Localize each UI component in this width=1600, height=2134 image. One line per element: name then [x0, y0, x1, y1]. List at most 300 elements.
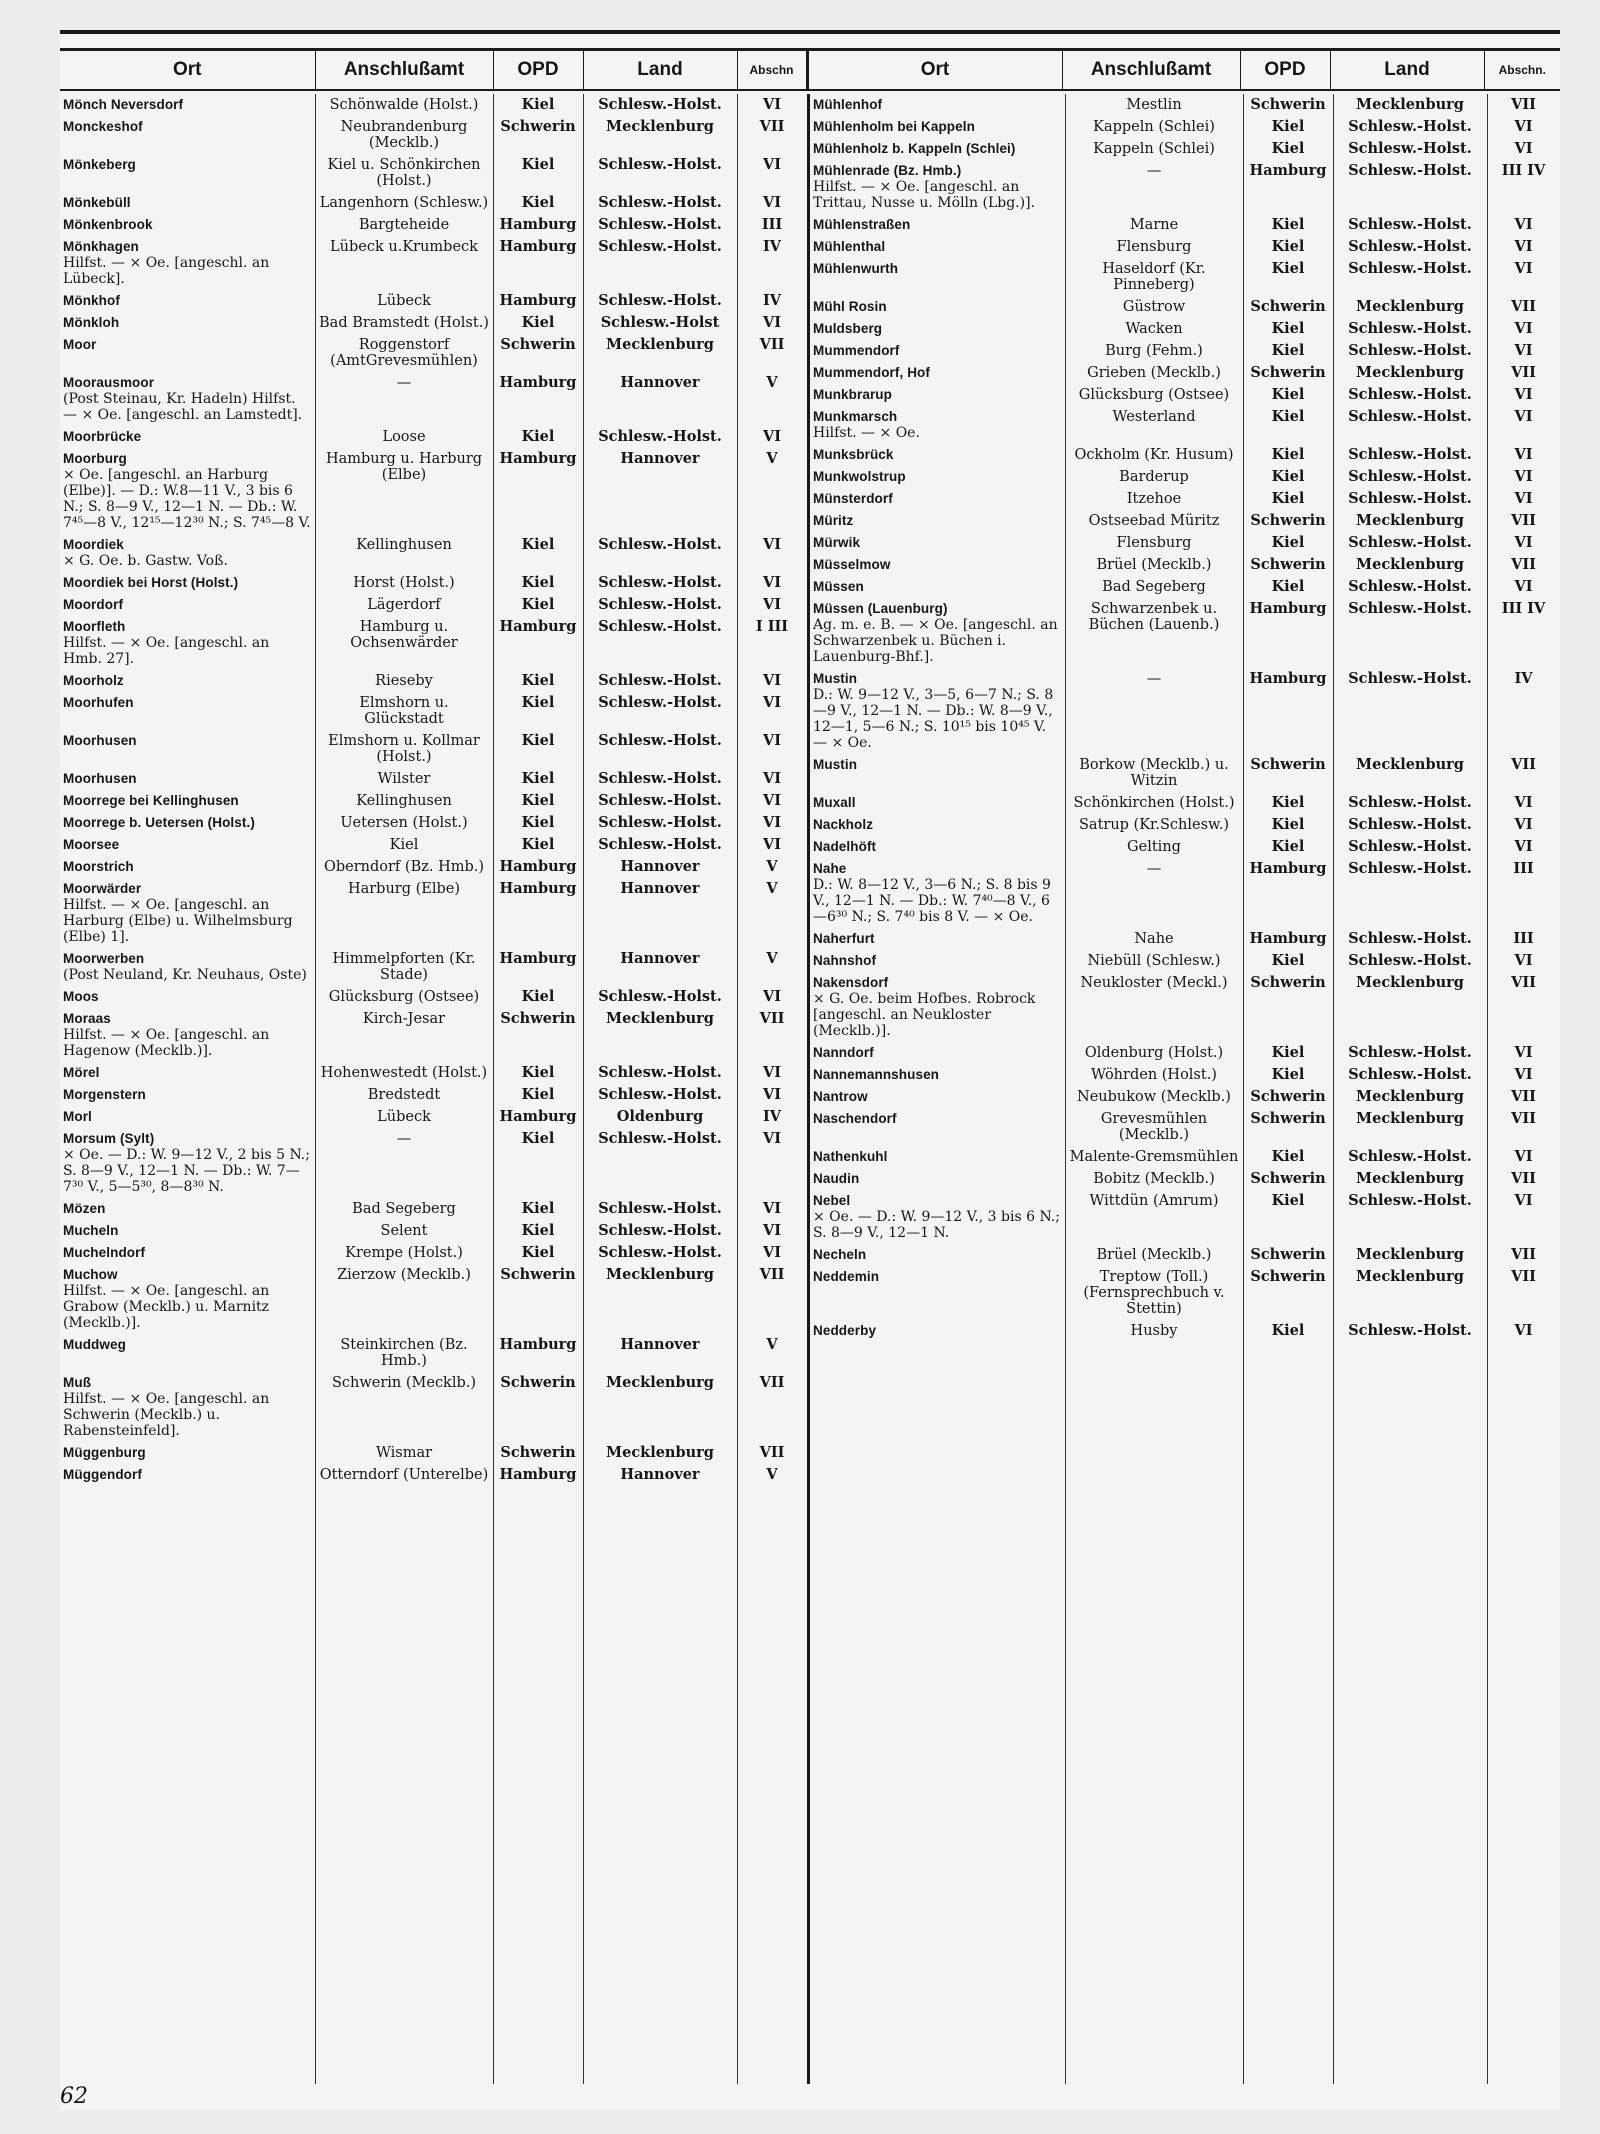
exchange-cell: Westerland — [1112, 409, 1196, 425]
section-cell: VII — [1511, 1088, 1536, 1105]
opd-cell: Schwerin — [1250, 96, 1326, 113]
section-cell: VII — [1511, 298, 1536, 315]
land-cell: Mecklenburg — [1356, 1110, 1464, 1127]
land-cell: Schlesw.-Holst. — [1348, 490, 1472, 507]
opd-cell: Hamburg — [499, 858, 577, 875]
exchange-cell: Schönwalde (Holst.) — [329, 97, 479, 113]
land-cell: Schlesw.-Holst. — [1348, 118, 1472, 135]
section-cell: VI — [762, 732, 782, 749]
place-name: Munkwolstrup — [813, 469, 906, 484]
land-cell: Hannover — [620, 950, 700, 967]
land-cell: Schlesw.-Holst. — [1348, 952, 1472, 969]
place-name: Moorwerben — [63, 951, 145, 966]
exchange-cell: Lägerdorf — [367, 597, 441, 613]
place-name: Munkmarsch — [813, 409, 898, 424]
land-cell: Mecklenburg — [606, 1010, 714, 1027]
place-name: Moorausmoor — [63, 375, 155, 390]
land-cell: Mecklenburg — [606, 336, 714, 353]
table-row — [60, 812, 807, 834]
opd-cell: Hamburg — [1249, 670, 1327, 687]
opd-cell: Hamburg — [499, 1336, 577, 1353]
table-row — [810, 1190, 1560, 1244]
opd-cell: Kiel — [1271, 408, 1305, 425]
table-row — [810, 138, 1560, 160]
exchange-cell: Ostseebad Müritz — [1088, 513, 1220, 529]
opd-cell: Kiel — [521, 596, 555, 613]
place-name: Müsselmow — [813, 557, 891, 572]
opd-cell: Kiel — [521, 694, 555, 711]
section-cell: VI — [762, 814, 782, 831]
exchange-cell: Schwerin (Mecklb.) — [331, 1375, 477, 1391]
place-cell — [60, 790, 315, 812]
exchange-cell: Wöhrden (Holst.) — [1091, 1067, 1217, 1083]
land-cell: Schlesw.-Holst. — [598, 732, 722, 749]
place-cell — [60, 692, 315, 730]
place-cell — [60, 1334, 315, 1372]
opd-cell: Hamburg — [499, 374, 577, 391]
table-row — [810, 858, 1560, 928]
opd-cell: Hamburg — [499, 1466, 577, 1483]
place-cell — [60, 616, 315, 670]
place-name: Mustin — [813, 671, 858, 686]
place-cell — [810, 1146, 1065, 1168]
section-cell: VI — [1514, 216, 1533, 233]
land-cell: Schlesw.-Holst. — [598, 536, 722, 553]
table-row — [810, 362, 1560, 384]
place-name: Mönkeberg — [63, 157, 136, 172]
land-cell: Schlesw.-Holst. — [598, 672, 722, 689]
opd-cell: Schwerin — [500, 118, 576, 135]
table-row — [810, 576, 1560, 598]
land-cell: Schlesw.-Holst. — [598, 156, 722, 173]
place-cell — [810, 488, 1065, 510]
opd-cell: Kiel — [1271, 468, 1305, 485]
table-row — [60, 154, 807, 192]
place-name: Mönkhagen — [63, 239, 139, 254]
land-cell: Schlesw.-Holst. — [1348, 216, 1472, 233]
section-cell: III — [1513, 860, 1534, 877]
section-cell: VI — [762, 1130, 782, 1147]
section-cell: VI — [1514, 260, 1533, 277]
table-row — [60, 986, 807, 1008]
opd-cell: Hamburg — [499, 216, 577, 233]
place-name: Moor — [63, 337, 97, 352]
opd-cell: Hamburg — [499, 880, 577, 897]
opd-cell: Schwerin — [1250, 1268, 1326, 1285]
table-row — [60, 1008, 807, 1062]
header-anschlussamt-left: Anschlußamt — [315, 50, 493, 91]
exchange-cell: Wismar — [375, 1445, 433, 1461]
land-cell: Hannover — [620, 880, 700, 897]
right-entries-table — [810, 94, 1560, 1342]
land-cell: Hannover — [620, 858, 700, 875]
table-row — [60, 1062, 807, 1084]
place-cell — [810, 466, 1065, 488]
land-cell: Schlesw.-Holst. — [1348, 930, 1472, 947]
land-cell: Mecklenburg — [606, 118, 714, 135]
section-cell: VI — [762, 672, 782, 689]
opd-cell: Kiel — [521, 792, 555, 809]
place-cell — [60, 1084, 315, 1106]
table-row — [810, 258, 1560, 296]
table-row — [810, 1064, 1560, 1086]
page-number: 62 — [60, 2084, 88, 2109]
opd-cell: Kiel — [1271, 816, 1305, 833]
opd-cell: Kiel — [521, 536, 555, 553]
section-cell: VI — [1514, 386, 1533, 403]
place-cell — [810, 138, 1065, 160]
table-row — [810, 1108, 1560, 1146]
table-row — [810, 532, 1560, 554]
place-cell — [810, 554, 1065, 576]
table-row — [810, 598, 1560, 668]
place-cell — [810, 1108, 1065, 1146]
place-name: Mühlenhof — [813, 97, 883, 112]
exchange-cell: Malente-Gremsmühlen — [1069, 1149, 1239, 1165]
place-cell — [810, 362, 1065, 384]
land-cell: Schlesw.-Holst. — [1348, 600, 1472, 617]
header-opd-left: OPD — [493, 50, 583, 91]
opd-cell: Schwerin — [1250, 756, 1326, 773]
land-cell: Schlesw.-Holst. — [1348, 1192, 1472, 1209]
opd-cell: Kiel — [521, 428, 555, 445]
exchange-cell: Grevesmühlen (Mecklb.) — [1100, 1111, 1208, 1143]
place-cell — [810, 296, 1065, 318]
table-row — [60, 834, 807, 856]
place-name: Mönkloh — [63, 315, 120, 330]
exchange-cell: Kellinghusen — [356, 537, 452, 553]
place-cell — [60, 1062, 315, 1084]
table-row — [60, 1220, 807, 1242]
land-cell: Mecklenburg — [1356, 556, 1464, 573]
section-cell: VI — [1514, 534, 1533, 551]
table-row — [810, 116, 1560, 138]
section-cell: VI — [762, 1086, 782, 1103]
section-cell: VII — [1511, 1246, 1536, 1263]
section-cell: VI — [762, 792, 782, 809]
place-cell — [60, 730, 315, 768]
directory-page — [60, 30, 1560, 2110]
opd-cell: Schwerin — [500, 336, 576, 353]
land-cell: Schlesw.-Holst. — [598, 1064, 722, 1081]
opd-cell: Schwerin — [1250, 1246, 1326, 1263]
exchange-cell: Haseldorf (Kr. Pinneberg) — [1102, 261, 1206, 293]
opd-cell: Kiel — [1271, 1322, 1305, 1339]
place-name: Munkbrarup — [813, 387, 893, 402]
land-cell: Schlesw.-Holst. — [598, 216, 722, 233]
section-cell: VII — [759, 1266, 785, 1283]
place-name: Münsterdorf — [813, 491, 893, 506]
place-name: Moordiek bei Horst (Holst.) — [63, 575, 239, 590]
exchange-cell: Wilster — [377, 771, 431, 787]
exchange-cell: Hohenwestedt (Holst.) — [320, 1065, 488, 1081]
exchange-cell: Kellinghusen — [356, 793, 452, 809]
land-cell: Schlesw.-Holst. — [1348, 838, 1472, 855]
table-row — [810, 1086, 1560, 1108]
table-row — [810, 1042, 1560, 1064]
opd-cell: Kiel — [1271, 838, 1305, 855]
section-cell: VI — [762, 194, 782, 211]
land-cell: Schlesw.-Holst. — [598, 770, 722, 787]
place-name: Nahnshof — [813, 953, 877, 968]
table-row — [60, 1334, 807, 1372]
left-entries-table — [60, 94, 807, 1486]
section-cell: VI — [762, 1200, 782, 1217]
land-cell: Mecklenburg — [1356, 364, 1464, 381]
exchange-cell: Elmshorn u. Kollmar (Holst.) — [328, 733, 480, 765]
opd-cell: Kiel — [1271, 118, 1305, 135]
opd-cell: Kiel — [1271, 490, 1305, 507]
table-row — [60, 1464, 807, 1486]
place-cell — [810, 858, 1065, 928]
place-cell — [810, 598, 1065, 668]
land-cell: Mecklenburg — [1356, 974, 1464, 991]
place-name: Muddweg — [63, 1337, 126, 1352]
place-cell — [60, 1464, 315, 1486]
section-cell: VI — [1514, 816, 1533, 833]
exchange-cell: Kiel — [389, 837, 419, 853]
place-cell — [810, 928, 1065, 950]
place-cell — [60, 1008, 315, 1062]
place-cell — [60, 594, 315, 616]
header-land-right: Land — [1330, 50, 1484, 91]
section-cell: VI — [1514, 408, 1533, 425]
place-name: Necheln — [813, 1247, 867, 1262]
land-cell: Schlesw.-Holst. — [598, 836, 722, 853]
opd-cell: Kiel — [1271, 238, 1305, 255]
place-cell — [60, 192, 315, 214]
place-name: Mürwik — [813, 535, 861, 550]
section-cell: VI — [1514, 838, 1533, 855]
table-row — [810, 972, 1560, 1042]
exchange-cell: Schönkirchen (Holst.) — [1073, 795, 1235, 811]
place-note: Hilfst. — × Oe. [angeschl. an Harburg (Elbe) u. Wilhelmsburg (Elbe) 1]. — [63, 897, 293, 945]
land-cell: Schlesw.-Holst. — [598, 194, 722, 211]
exchange-cell: Neubrandenburg (Mecklb.) — [340, 119, 468, 151]
table-row — [810, 466, 1560, 488]
table-row — [810, 836, 1560, 858]
place-cell — [60, 214, 315, 236]
place-name: Müssen — [813, 579, 864, 594]
opd-cell: Schwerin — [500, 1374, 576, 1391]
place-name: Moraas — [63, 1011, 111, 1026]
table-row — [60, 214, 807, 236]
exchange-cell: Bredstedt — [367, 1087, 441, 1103]
table-row — [60, 790, 807, 812]
place-name: Moorbrücke — [63, 429, 142, 444]
opd-cell: Kiel — [521, 1086, 555, 1103]
table-row — [810, 1266, 1560, 1320]
exchange-cell: Flensburg — [1116, 535, 1192, 551]
place-cell — [810, 94, 1065, 116]
exchange-cell: Rieseby — [375, 673, 433, 689]
section-cell: V — [766, 1466, 778, 1483]
land-cell: Hannover — [620, 450, 700, 467]
land-cell: Schlesw.-Holst. — [1348, 578, 1472, 595]
place-note: Hilfst. — × Oe. [angeschl. an Hmb. 27]. — [63, 635, 270, 667]
place-name: Mühlenholz b. Kappeln (Schlei) — [813, 141, 1016, 156]
land-cell: Schlesw.-Holst. — [598, 238, 722, 255]
land-cell: Schlesw.-Holst. — [598, 292, 722, 309]
table-row — [810, 554, 1560, 576]
exchange-cell: Otterndorf (Unterelbe) — [319, 1467, 489, 1483]
table-row — [60, 1372, 807, 1442]
place-cell — [810, 532, 1065, 554]
place-cell — [60, 1372, 315, 1442]
section-cell: V — [766, 374, 778, 391]
section-cell: V — [766, 858, 778, 875]
place-name: Naschendorf — [813, 1111, 897, 1126]
exchange-cell: Bad Bramstedt (Holst.) — [319, 315, 489, 331]
place-name: Nannemannshusen — [813, 1067, 940, 1082]
header-abschn-right: Abschn. — [1484, 50, 1560, 91]
exchange-cell: Barderup — [1119, 469, 1189, 485]
section-cell: VII — [759, 336, 785, 353]
left-column — [60, 94, 810, 2084]
section-cell: VI — [1514, 468, 1533, 485]
section-cell: V — [766, 1336, 778, 1353]
land-cell: Mecklenburg — [1356, 1246, 1464, 1263]
section-cell: VI — [1514, 578, 1533, 595]
land-cell: Schlesw.-Holst. — [1348, 860, 1472, 877]
section-cell: VI — [1514, 1148, 1533, 1165]
section-cell: VI — [1514, 794, 1533, 811]
place-name: Naudin — [813, 1171, 860, 1186]
opd-cell: Kiel — [521, 156, 555, 173]
land-cell: Mecklenburg — [1356, 756, 1464, 773]
exchange-cell: Steinkirchen (Bz. Hmb.) — [340, 1337, 468, 1369]
table-row — [810, 296, 1560, 318]
table-row — [60, 290, 807, 312]
land-cell: Schlesw.-Holst. — [598, 1222, 722, 1239]
section-cell: VI — [1514, 490, 1533, 507]
table-row — [810, 754, 1560, 792]
land-cell: Mecklenburg — [1356, 1170, 1464, 1187]
place-name: Morgenstern — [63, 1087, 146, 1102]
section-cell: VII — [759, 1010, 785, 1027]
place-cell — [60, 1198, 315, 1220]
table-row — [60, 1198, 807, 1220]
section-cell: I III — [755, 618, 789, 635]
land-cell: Schlesw.-Holst. — [598, 1130, 722, 1147]
opd-cell: Hamburg — [499, 292, 577, 309]
section-cell: V — [766, 950, 778, 967]
exchange-cell: — — [1146, 861, 1162, 877]
place-name: Mühlenrade (Bz. Hmb.) — [813, 163, 962, 178]
place-note: D.: W. 9—12 V., 3—5, 6—7 N.; S. 8—9 V., 12—1 N. — Db.: W. 8—9 V., 12—1, 5—6 N.; S. 10¹⁵ bis 10⁴⁵ V. — × Oe. — [813, 687, 1054, 751]
opd-cell: Hamburg — [1249, 860, 1327, 877]
table-row — [810, 214, 1560, 236]
opd-cell: Kiel — [521, 194, 555, 211]
opd-cell: Kiel — [1271, 578, 1305, 595]
section-cell: VII — [1511, 556, 1536, 573]
land-cell: Schlesw.-Holst. — [598, 428, 722, 445]
place-cell — [60, 534, 315, 572]
place-name: Müggendorf — [63, 1467, 142, 1482]
section-cell: VII — [1511, 96, 1536, 113]
place-cell — [60, 334, 315, 372]
opd-cell: Schwerin — [1250, 1110, 1326, 1127]
land-cell: Schlesw.-Holst. — [598, 792, 722, 809]
section-cell: VI — [1514, 342, 1533, 359]
land-cell: Schlesw.-Holst. — [1348, 1148, 1472, 1165]
opd-cell: Kiel — [521, 314, 555, 331]
section-cell: VI — [1514, 446, 1533, 463]
place-name: Mönkhof — [63, 293, 120, 308]
land-cell: Mecklenburg — [606, 1266, 714, 1283]
place-note: × Oe. — D.: W. 9—12 V., 3 bis 6 N.; S. 8—9 V., 12—1 N. — [813, 1209, 1060, 1241]
place-cell — [810, 1190, 1065, 1244]
section-cell: VII — [1511, 1110, 1536, 1127]
place-cell — [810, 836, 1065, 858]
opd-cell: Schwerin — [1250, 512, 1326, 529]
exchange-cell: Ockholm (Kr. Husum) — [1074, 447, 1234, 463]
exchange-cell: Glücksburg (Ostsee) — [328, 989, 480, 1005]
place-cell — [60, 768, 315, 790]
place-name: Müggenburg — [63, 1445, 146, 1460]
place-cell — [810, 1320, 1065, 1342]
place-name: Moorrege b. Uetersen (Holst.) — [63, 815, 255, 830]
place-cell — [810, 160, 1065, 214]
place-cell — [810, 950, 1065, 972]
place-note: Hilfst. — × Oe. [angeschl. an Lübeck]. — [63, 255, 270, 287]
place-cell — [60, 448, 315, 534]
opd-cell: Kiel — [521, 1064, 555, 1081]
land-cell: Mecklenburg — [1356, 96, 1464, 113]
place-note: (Post Neuland, Kr. Neuhaus, Oste) — [63, 967, 307, 983]
place-cell — [60, 986, 315, 1008]
exchange-cell: Zierzow (Mecklb.) — [337, 1267, 471, 1283]
section-cell: VII — [759, 118, 785, 135]
exchange-cell: — — [396, 1131, 412, 1147]
land-cell: Schlesw.-Holst. — [1348, 408, 1472, 425]
place-cell — [60, 1106, 315, 1128]
place-name: Mummendorf, Hof — [813, 365, 930, 380]
section-cell: VI — [762, 988, 782, 1005]
land-cell: Oldenburg — [616, 1108, 704, 1125]
section-cell: VI — [1514, 320, 1533, 337]
opd-cell: Hamburg — [499, 1108, 577, 1125]
exchange-cell: Oberndorf (Bz. Hmb.) — [323, 859, 485, 875]
header-ort-right: Ort — [807, 50, 1062, 91]
opd-cell: Kiel — [1271, 534, 1305, 551]
section-cell: VI — [1514, 952, 1533, 969]
opd-cell: Kiel — [521, 732, 555, 749]
place-cell — [60, 856, 315, 878]
table-row — [810, 160, 1560, 214]
place-name: Mörel — [63, 1065, 100, 1080]
place-name: Nackholz — [813, 817, 874, 832]
table-row — [60, 616, 807, 670]
section-cell: VII — [1511, 756, 1536, 773]
land-cell: Mecklenburg — [1356, 1268, 1464, 1285]
place-name: Nedderby — [813, 1323, 877, 1338]
exchange-cell: Wacken — [1125, 321, 1183, 337]
table-row — [810, 236, 1560, 258]
place-name: Moorhufen — [63, 695, 134, 710]
place-note: Hilfst. — × Oe. [angeschl. an Hagenow (Mecklb.)]. — [63, 1027, 270, 1059]
opd-cell: Hamburg — [499, 238, 577, 255]
place-cell — [60, 670, 315, 692]
place-cell — [60, 1220, 315, 1242]
opd-cell: Kiel — [521, 574, 555, 591]
land-cell: Mecklenburg — [1356, 1088, 1464, 1105]
opd-cell: Kiel — [521, 1130, 555, 1147]
place-cell — [810, 1168, 1065, 1190]
exchange-cell: Hamburg u. Ochsenwärder — [350, 619, 458, 651]
place-name: Moorwärder — [63, 881, 142, 896]
exchange-cell: — — [396, 375, 412, 391]
